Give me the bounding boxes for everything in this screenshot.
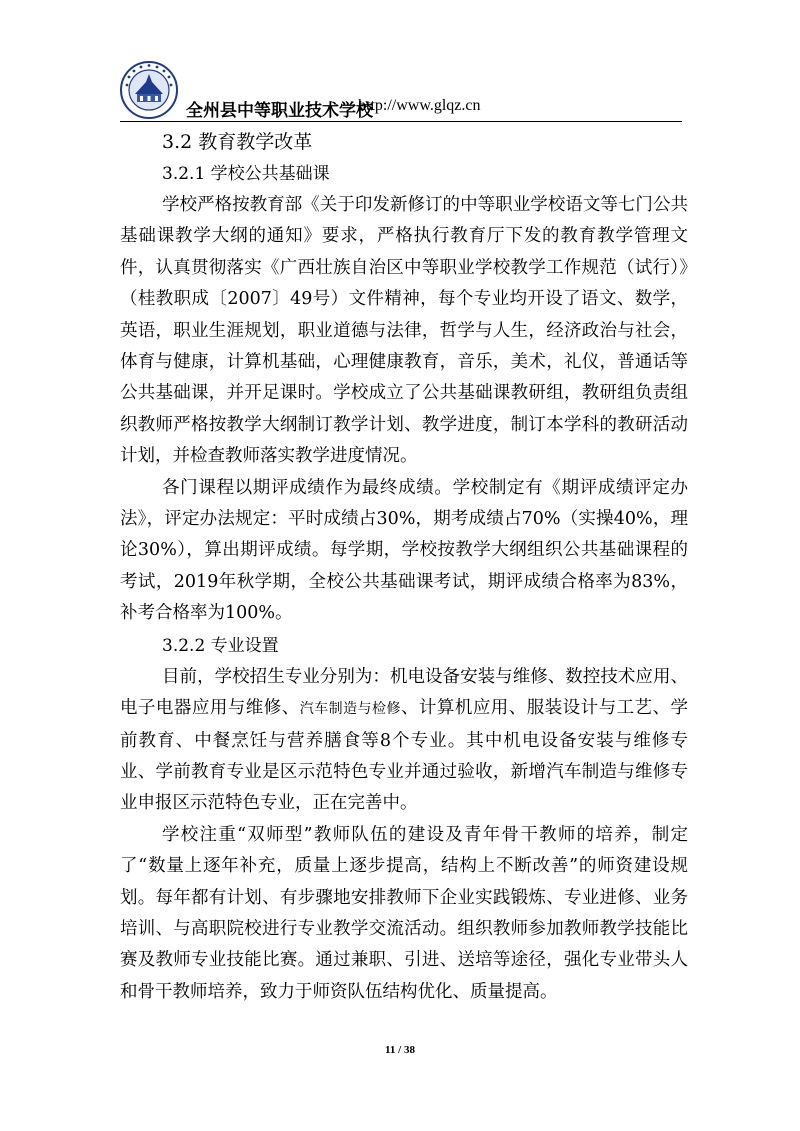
paragraph: [120, 662, 688, 820]
header-divider: [120, 121, 682, 122]
section-heading: 3.2 教育教学改革: [162, 131, 313, 153]
school-website-link[interactable]: http://www.glqz.cn: [358, 97, 481, 114]
page-number: 11 / 38: [385, 1044, 415, 1056]
paragraph-text-small: 汽车制造与检修: [299, 701, 401, 718]
paragraph: 学校严格按教育部《关于印发新修订的中等职业学校语文等七门公共基础课教学大纲的通知》要求，严格执行教育厅下发的教育教学管理文件，认真贯彻落实《广西壮族自治区中等职业学校教学工作规范（试行）》（桂教职成〔2007〕49号）文件精神，每个专业均开设了语文、数学，英语，职业生涯规划，职业道德与法律，哲学与人生，经济政治与社会，体育与健康，计算机基础，心理健康教育，音乐，美术，礼仪，普通话等公共基础课，并开足课时。学校成立了公共基础课教研组，教研组负责组织教师严格按教学大纲制订教学计划、教学进度，制订本学科的教研活动计划，并检查教师落实教学进度情况。: [120, 195, 688, 467]
school-seal-icon: [119, 60, 179, 120]
document-body: [120, 126, 688, 1008]
paragraph: 学校注重“双师型”教师队伍的建设及青年骨干教师的培养，制定了“数量上逐年补充，质量上逐步提高，结构上不断改善”的师资建设规划。每年都有计划、有步骤地安排教师下企业实践锻炼、专业进修、业务培训、与高职院校进行专业教学交流活动。组织教师参加教师教学技能比赛及教师专业技能比赛。通过兼职、引进、送培等途径，强化专业带头人和骨干教师培养，致力于师资队伍结构优化、质量提高。: [120, 824, 688, 1002]
paragraph-text: 目前，学校招生专业分别为：机电设备安装与维修、数控技术应用、电子电器应用与维修、: [120, 666, 688, 719]
school-name: 全州县中等职业技术学校: [186, 101, 373, 121]
subsection-heading: 3.2.1 学校公共基础课: [162, 164, 330, 184]
paragraph: 各门课程以期评成绩作为最终成绩。学校制定有《期评成绩评定办法》，评定办法规定：平时成绩占30%，期考成绩占70%（实操40%，理论30%），算出期评成绩。每学期，学校按教学大纲组织公共基础课程的考试，2019年秋学期，全校公共基础课考试，期评成绩合格率为83%，补考合格率为100%。: [120, 477, 688, 624]
subsection-heading: 3.2.2 专业设置: [162, 635, 279, 656]
page-header: [0, 0, 800, 130]
paragraph-text: 、计算机应用、服装设计与工艺、学前教育、中餐烹饪与营养膳食等8个专业。其中机电设备安装与维修专业、学前教育专业是区示范特色专业并通过验收，新增汽车制造与维修专业申报区示范特色专业，正在完善中。: [120, 698, 688, 814]
